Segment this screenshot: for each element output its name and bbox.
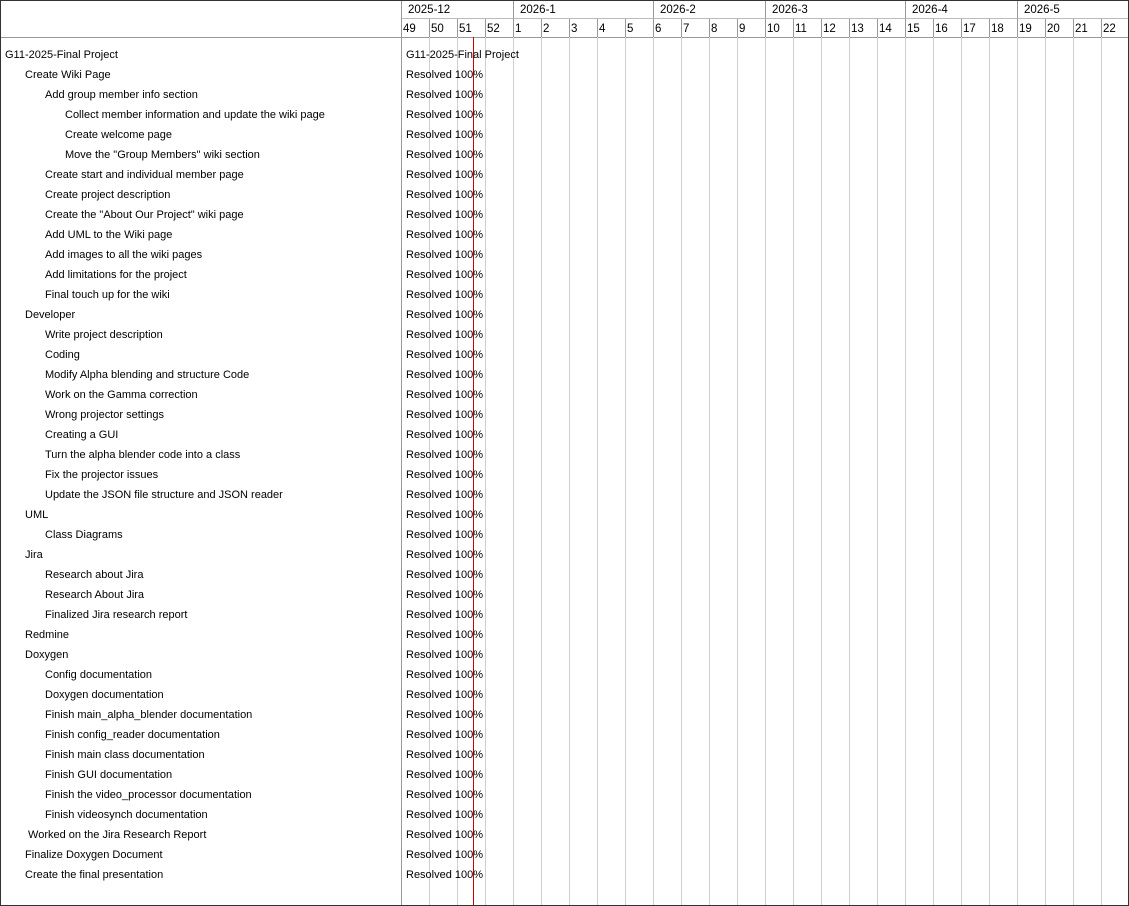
issue-subject[interactable]: Create start and individual member page — [45, 169, 244, 181]
issue-subject[interactable]: Fix the projector issues — [45, 469, 159, 481]
issue-subject[interactable]: Final touch up for the wiki — [45, 289, 170, 301]
week-gridline — [905, 37, 906, 905]
issue-status-label: Resolved 100% — [406, 289, 484, 301]
project-subject[interactable]: G11-2025-Final Project — [5, 49, 118, 61]
issue-subject[interactable]: Research About Jira — [45, 589, 145, 601]
week-header: 49 — [402, 19, 430, 37]
month-header: 2026-2 — [654, 1, 766, 19]
issue-status-label: Resolved 100% — [406, 489, 484, 501]
issue-status-label: Resolved 100% — [406, 69, 484, 81]
month-header: 2026-4 — [906, 1, 1018, 19]
week-header: 13 — [850, 19, 878, 37]
issue-subject[interactable]: Work on the Gamma correction — [45, 389, 198, 401]
issue-status-label: Resolved 100% — [406, 529, 484, 541]
week-gridline — [989, 37, 990, 905]
week-gridline — [541, 37, 542, 905]
week-header: 2 — [542, 19, 570, 37]
week-header: 9 — [738, 19, 766, 37]
month-header: 2025-12 — [402, 1, 514, 19]
week-gridline — [765, 37, 766, 905]
issue-status-label: Resolved 100% — [406, 329, 484, 341]
issue-subject[interactable]: Add UML to the Wiki page — [45, 229, 173, 241]
issue-subject[interactable]: Add limitations for the project — [45, 269, 187, 281]
issue-status-label: Resolved 100% — [406, 709, 484, 721]
week-header: 16 — [934, 19, 962, 37]
issue-subject[interactable]: Developer — [25, 309, 76, 321]
issue-subject[interactable]: Finish GUI documentation — [45, 769, 173, 781]
issue-subject[interactable]: Finish main class documentation — [45, 749, 205, 761]
issue-subject[interactable]: Finish the video_processor documentation — [45, 789, 252, 801]
issue-status-label: Resolved 100% — [406, 749, 484, 761]
week-header: 51 — [458, 19, 486, 37]
issue-subject[interactable]: Class Diagrams — [45, 529, 123, 541]
month-header: 2026-5 — [1018, 1, 1128, 19]
issue-status-label: Resolved 100% — [406, 589, 484, 601]
issue-status-label: Resolved 100% — [406, 789, 484, 801]
week-header: 52 — [486, 19, 514, 37]
issue-status-label: Resolved 100% — [406, 89, 484, 101]
week-gridline — [877, 37, 878, 905]
week-header: 14 — [878, 19, 906, 37]
issue-status-label: Resolved 100% — [406, 209, 484, 221]
issue-subject[interactable]: Write project description — [45, 329, 163, 341]
issue-status-label: Resolved 100% — [406, 729, 484, 741]
issue-status-label: Resolved 100% — [406, 449, 484, 461]
week-header: 11 — [794, 19, 822, 37]
month-header: 2026-1 — [514, 1, 654, 19]
issue-status-label: Resolved 100% — [406, 309, 484, 321]
week-gridline — [653, 37, 654, 905]
week-gridline — [709, 37, 710, 905]
issue-status-label: Resolved 100% — [406, 129, 484, 141]
week-gridline — [1045, 37, 1046, 905]
issue-status-label: Resolved 100% — [406, 229, 484, 241]
issue-status-label: Resolved 100% — [406, 109, 484, 121]
week-header: 50 — [430, 19, 458, 37]
issue-status-label: Resolved 100% — [406, 149, 484, 161]
week-header: 12 — [822, 19, 850, 37]
issue-subject[interactable]: Worked on the Jira Research Report — [25, 829, 207, 841]
issue-status-label: Resolved 100% — [406, 349, 484, 361]
week-header: 10 — [766, 19, 794, 37]
issue-subject[interactable]: Finish videosynch documentation — [45, 809, 208, 821]
issue-subject[interactable]: Create project description — [45, 189, 171, 201]
issue-subject[interactable]: Redmine — [25, 629, 70, 641]
week-header: 19 — [1018, 19, 1046, 37]
issue-subject[interactable]: Finish main_alpha_blender documentation — [45, 709, 253, 721]
issue-subject[interactable]: Finish config_reader documentation — [45, 729, 220, 741]
week-header: 21 — [1074, 19, 1102, 37]
week-header: 4 — [598, 19, 626, 37]
subjects-header — [1, 1, 401, 38]
issue-status-label: Resolved 100% — [406, 809, 484, 821]
issue-status-label: Resolved 100% — [406, 269, 484, 281]
week-gridline — [625, 37, 626, 905]
month-header: 2026-3 — [766, 1, 906, 19]
issue-status-label: Resolved 100% — [406, 369, 484, 381]
gantt-timeline — [402, 1, 1128, 905]
week-gridline — [933, 37, 934, 905]
issue-subject[interactable]: Doxygen — [25, 649, 69, 661]
issue-subject[interactable]: Finalized Jira research report — [45, 609, 188, 621]
issue-subject[interactable]: Create the final presentation — [25, 869, 164, 881]
issue-status-label: Resolved 100% — [406, 669, 484, 681]
issue-subject[interactable]: Collect member information and update the wiki page — [65, 109, 325, 121]
issue-subject[interactable]: Move the "Group Members" wiki section — [65, 149, 260, 161]
project-bar-label: G11-2025-Final Project — [406, 49, 519, 61]
issue-subject[interactable]: Research about Jira — [45, 569, 144, 581]
week-gridline — [821, 37, 822, 905]
week-gridline — [681, 37, 682, 905]
week-gridline — [1101, 37, 1102, 905]
issue-status-label: Resolved 100% — [406, 389, 484, 401]
issue-subject[interactable]: Create the "About Our Project" wiki page — [45, 209, 244, 221]
issue-status-label: Resolved 100% — [406, 869, 484, 881]
issue-subject[interactable]: Wrong projector settings — [45, 409, 165, 421]
week-header: 7 — [682, 19, 710, 37]
issue-status-label: Resolved 100% — [406, 409, 484, 421]
week-gridline — [1073, 37, 1074, 905]
week-gridline — [513, 37, 514, 905]
week-gridline — [569, 37, 570, 905]
issue-status-label: Resolved 100% — [406, 189, 484, 201]
week-header: 8 — [710, 19, 738, 37]
week-header: 22 — [1103, 23, 1116, 35]
week-header: 5 — [626, 19, 654, 37]
issue-subject[interactable]: Creating a GUI — [45, 429, 119, 441]
issue-subject[interactable]: Jira — [25, 549, 43, 561]
week-header: 20 — [1046, 19, 1074, 37]
week-header: 1 — [514, 19, 542, 37]
issue-status-label: Resolved 100% — [406, 849, 484, 861]
week-gridline — [597, 37, 598, 905]
issue-status-label: Resolved 100% — [406, 829, 484, 841]
issue-status-label: Resolved 100% — [406, 569, 484, 581]
issue-subject[interactable]: UML — [25, 509, 49, 521]
issue-subject[interactable]: Coding — [45, 349, 80, 361]
issue-status-label: Resolved 100% — [406, 649, 484, 661]
issue-status-label: Resolved 100% — [406, 689, 484, 701]
issue-subject[interactable]: Finalize Doxygen Document — [25, 849, 163, 861]
issue-subject[interactable]: Turn the alpha blender code into a class — [45, 449, 241, 461]
issue-status-label: Resolved 100% — [406, 549, 484, 561]
issue-status-label: Resolved 100% — [406, 169, 484, 181]
week-gridline — [961, 37, 962, 905]
week-header: 17 — [962, 19, 990, 37]
week-gridline — [485, 37, 486, 905]
issue-status-label: Resolved 100% — [406, 469, 484, 481]
issue-status-label: Resolved 100% — [406, 429, 484, 441]
issue-subject[interactable]: Add images to all the wiki pages — [45, 249, 203, 261]
issue-status-label: Resolved 100% — [406, 629, 484, 641]
week-gridline — [793, 37, 794, 905]
week-gridline — [737, 37, 738, 905]
week-header: 3 — [570, 19, 598, 37]
issue-subject[interactable]: Update the JSON file structure and JSON reader — [45, 489, 283, 501]
issue-subject[interactable]: Create Wiki Page — [25, 69, 111, 81]
week-gridline — [1017, 37, 1018, 905]
issue-subject[interactable]: Config documentation — [45, 669, 153, 681]
week-header: 6 — [654, 19, 682, 37]
issue-status-label: Resolved 100% — [406, 509, 484, 521]
issue-subject[interactable]: Create welcome page — [65, 129, 173, 141]
week-gridline — [849, 37, 850, 905]
issue-status-label: Resolved 100% — [406, 249, 484, 261]
issue-subject[interactable]: Add group member info section — [45, 89, 198, 101]
issue-subject[interactable]: Modify Alpha blending and structure Code — [45, 369, 250, 381]
week-header: 15 — [906, 19, 934, 37]
issue-status-label: Resolved 100% — [406, 769, 484, 781]
week-header: 18 — [990, 19, 1018, 37]
subjects-column — [1, 1, 402, 905]
issue-status-label: Resolved 100% — [406, 609, 484, 621]
issue-subject[interactable]: Doxygen documentation — [45, 689, 164, 701]
